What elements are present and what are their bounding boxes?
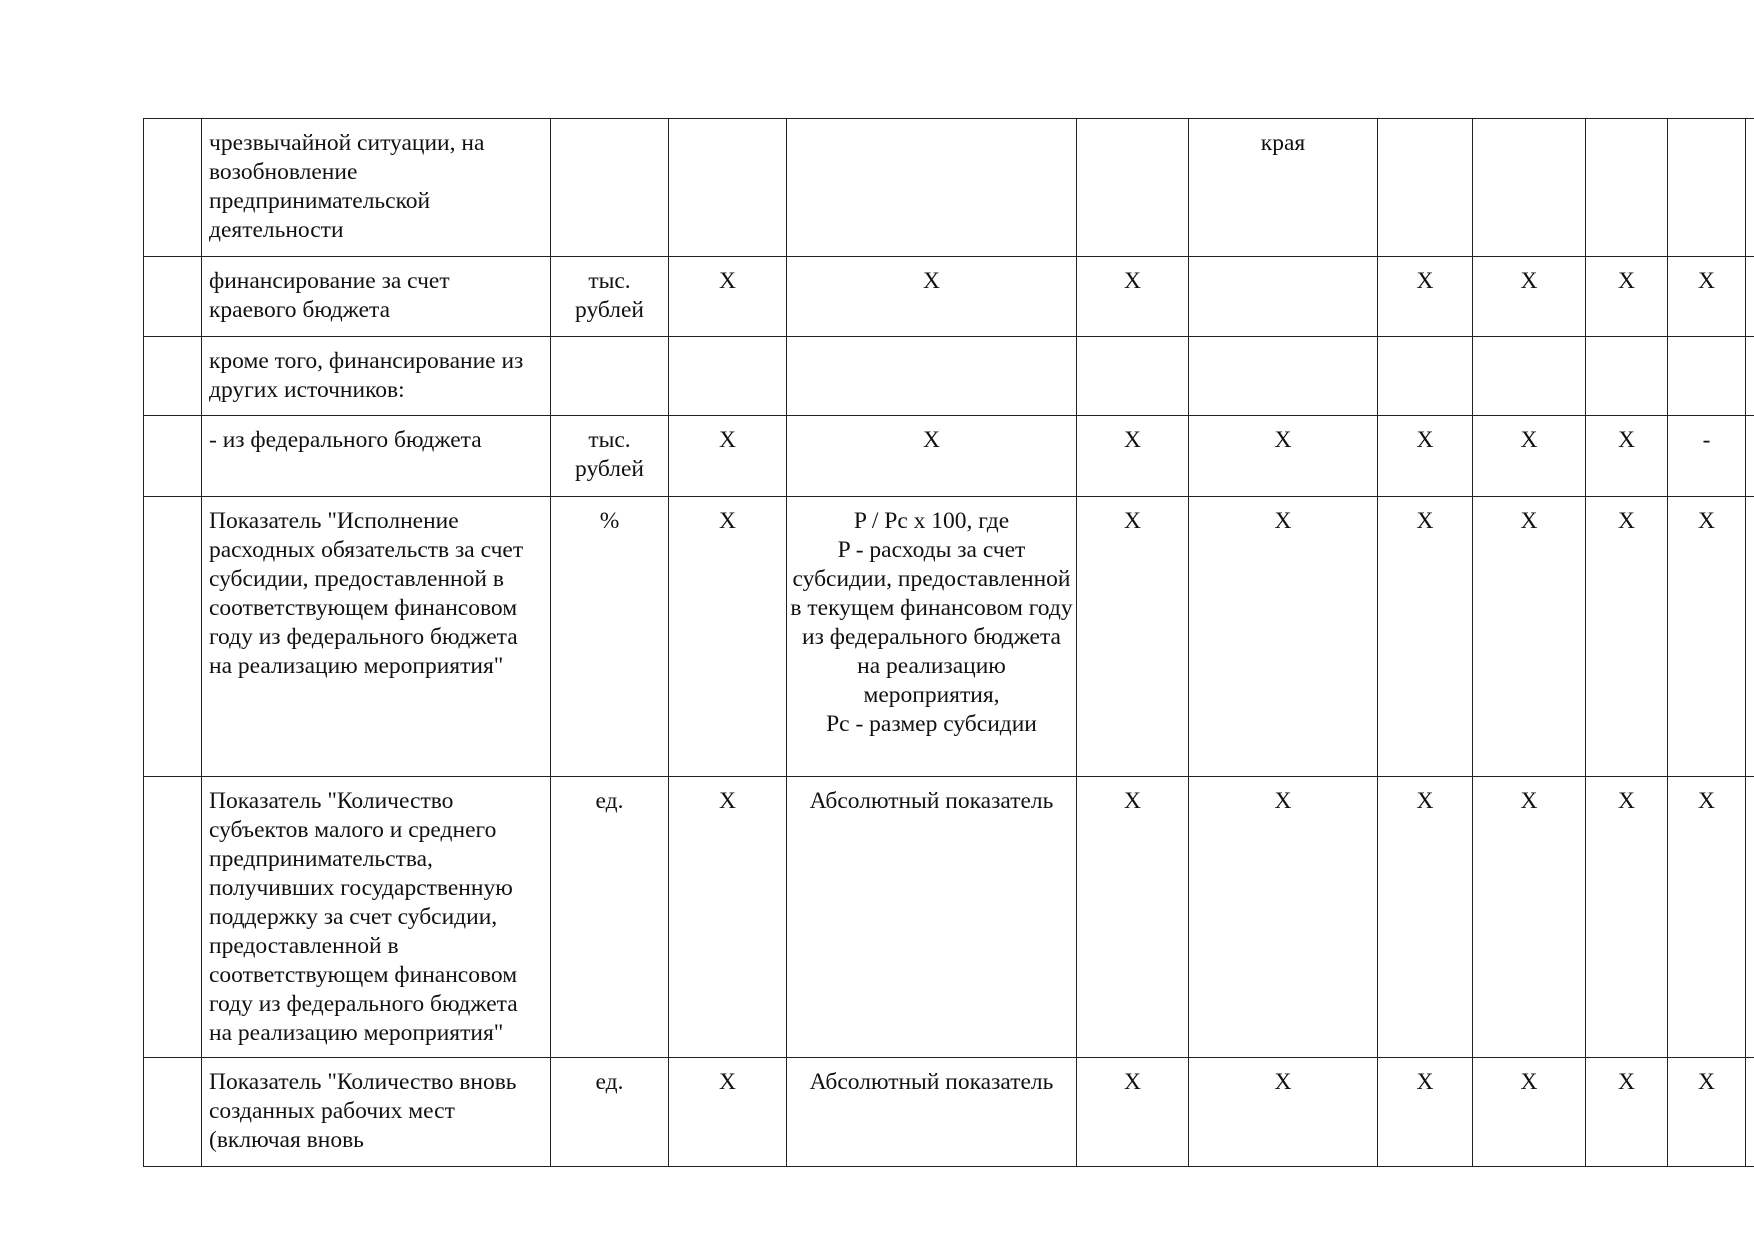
table-cell — [669, 119, 787, 257]
table-cell: X — [1378, 1058, 1473, 1167]
table-cell: X — [1586, 777, 1668, 1058]
table-cell: X — [1378, 497, 1473, 777]
table-cell: X — [1189, 416, 1378, 497]
indicator-name-cell: Показатель "Количество субъектов малого и среднего предпринимательства, получивших государственную поддержку за счет субсидии, предоставленной в соответствующем финансовом году из федерального бюджета на реализацию мероприятия" — [202, 777, 551, 1058]
table-cell: X — [1668, 1058, 1746, 1167]
formula-cell: X — [787, 416, 1077, 497]
table-row — [144, 257, 1754, 337]
table-cell: X — [1077, 497, 1189, 777]
table-cell: X — [1077, 257, 1189, 337]
table-cell — [669, 337, 787, 416]
table-cell — [1473, 337, 1586, 416]
table-cell: X — [1668, 777, 1746, 1058]
table-cell — [1746, 416, 1754, 497]
table-cell — [1586, 119, 1668, 257]
unit-cell: ед. — [551, 1058, 669, 1167]
table-cell: X — [669, 497, 787, 777]
table-cell — [1473, 119, 1586, 257]
formula-cell: Абсолютный показатель — [787, 777, 1077, 1058]
table-row — [144, 119, 1754, 257]
indicator-name-cell: финансирование за счет краевого бюджета — [202, 257, 551, 337]
table-cell: X — [1378, 777, 1473, 1058]
table-cell — [1746, 1058, 1754, 1167]
unit-cell: ед. — [551, 777, 669, 1058]
table-row — [144, 416, 1754, 497]
table-cell: X — [669, 257, 787, 337]
table-cell: X — [1668, 497, 1746, 777]
indicator-name-cell: кроме того, финансирование из других источников: — [202, 337, 551, 416]
table-cell: X — [1077, 1058, 1189, 1167]
table-cell: края — [1189, 119, 1378, 257]
unit-cell: % — [551, 497, 669, 777]
table-cell: X — [1586, 497, 1668, 777]
table-cell — [1077, 119, 1189, 257]
table-cell — [144, 119, 202, 257]
table-cell: X — [669, 1058, 787, 1167]
indicator-name-cell: Показатель "Количество вновь созданных рабочих мест (включая вновь — [202, 1058, 551, 1167]
table-cell — [144, 257, 202, 337]
table-cell — [1189, 257, 1378, 337]
table-cell: X — [1586, 416, 1668, 497]
table-cell: X — [1473, 497, 1586, 777]
formula-cell: X — [787, 257, 1077, 337]
table-cell — [1746, 777, 1754, 1058]
table-cell: - — [1668, 416, 1746, 497]
table-cell — [1746, 257, 1754, 337]
table-cell: X — [1473, 257, 1586, 337]
table-cell — [144, 337, 202, 416]
table-cell: X — [1668, 257, 1746, 337]
table-cell — [1746, 337, 1754, 416]
table-cell: X — [1189, 777, 1378, 1058]
table-row — [144, 497, 1754, 777]
formula-cell: P / Pc x 100, где P - расходы за счет субсидии, предоставленной в текущем финансовом году из федерального бюджета на реализацию мероприятия, Pc - размер субсидии — [787, 497, 1077, 777]
indicator-table — [143, 118, 1754, 1167]
table-cell: X — [1378, 416, 1473, 497]
table-cell: X — [669, 416, 787, 497]
table-cell — [1668, 337, 1746, 416]
table-cell — [144, 777, 202, 1058]
table-cell — [1746, 119, 1754, 257]
table-cell — [144, 416, 202, 497]
formula-cell — [787, 119, 1077, 257]
indicator-name-cell: Показатель "Исполнение расходных обязательств за счет субсидии, предоставленной в соответствующем финансовом году из федерального бюджета на реализацию мероприятия" — [202, 497, 551, 777]
table-cell: X — [1473, 1058, 1586, 1167]
table-cell: X — [1189, 1058, 1378, 1167]
table-cell — [1077, 337, 1189, 416]
table-cell: X — [1473, 416, 1586, 497]
table-cell — [1746, 497, 1754, 777]
formula-cell: Абсолютный показатель — [787, 1058, 1077, 1167]
indicator-name-cell: - из федерального бюджета — [202, 416, 551, 497]
table-row — [144, 777, 1754, 1058]
table-cell — [144, 1058, 202, 1167]
indicator-name-cell: чрезвычайной ситуации, на возобновление предпринимательской деятельности — [202, 119, 551, 257]
table-cell — [1378, 119, 1473, 257]
table-cell — [1668, 119, 1746, 257]
unit-cell — [551, 119, 669, 257]
table-cell: X — [1473, 777, 1586, 1058]
table-cell — [144, 497, 202, 777]
unit-cell: тыс. рублей — [551, 257, 669, 337]
table-cell — [1586, 337, 1668, 416]
table-cell: X — [1077, 777, 1189, 1058]
unit-cell — [551, 337, 669, 416]
unit-cell: тыс. рублей — [551, 416, 669, 497]
table-cell: X — [1586, 1058, 1668, 1167]
formula-cell — [787, 337, 1077, 416]
table-cell — [1189, 337, 1378, 416]
table-cell — [1378, 337, 1473, 416]
table-cell: X — [1077, 416, 1189, 497]
table-row — [144, 1058, 1754, 1167]
table-cell: X — [1378, 257, 1473, 337]
table-cell: X — [1189, 497, 1378, 777]
table-row — [144, 337, 1754, 416]
table-cell: X — [1586, 257, 1668, 337]
table-cell: X — [669, 777, 787, 1058]
